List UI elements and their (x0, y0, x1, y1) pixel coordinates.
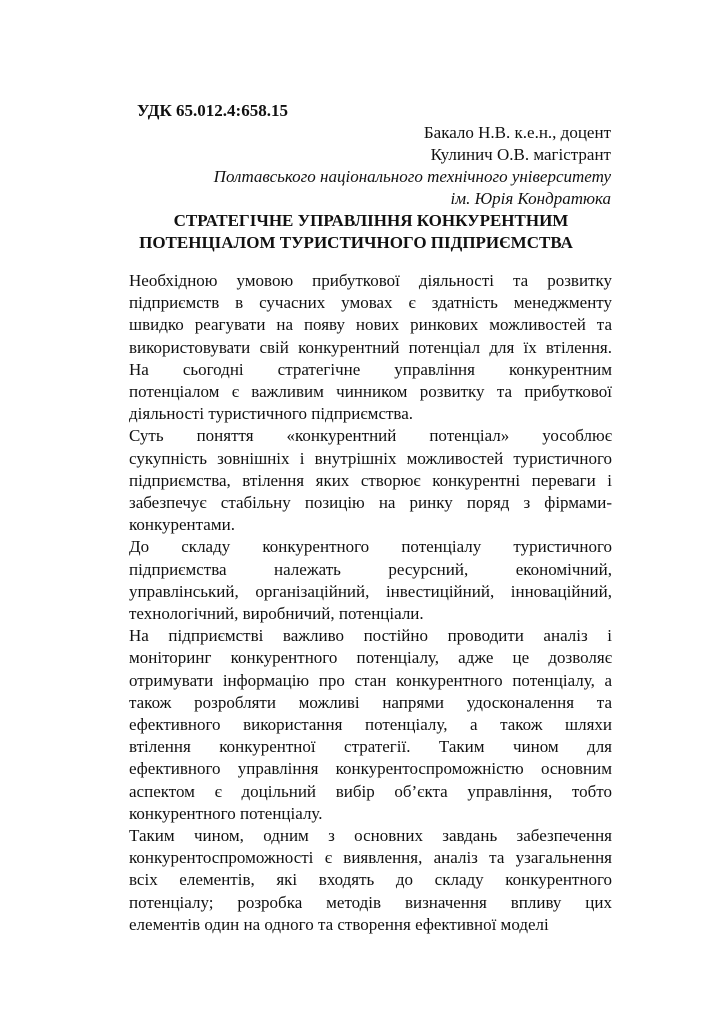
text-line: На підприємстві важливо постійно проводити аналіз і (129, 626, 612, 646)
udk-code: УДК 65.012.4:658.15 (137, 101, 288, 120)
affiliation-line-1: Полтавського національного технічного університету (213, 167, 611, 186)
text-line: діяльності туристичного підприємства. (129, 404, 414, 424)
text-line: забезпечує стабільну позицію на ринку поряд з фірмами- (129, 493, 612, 513)
text-line: втілення конкурентної стратегії. Таким чином для (129, 737, 612, 757)
text-line: конкурентами. (129, 515, 235, 535)
text-line: конкурентного потенціалу. (129, 803, 323, 823)
text-line: швидко реагувати на появу нових ринкових можливостей та (129, 315, 612, 335)
article-body (97, 270, 612, 936)
text-line: До складу конкурентного потенціалу туристичного (129, 537, 612, 557)
text-line: конкурентоспроможності є виявлення, аналіз та узагальнення (129, 848, 612, 868)
text-line: ефективного управління конкурентоспроможністю основним (129, 759, 612, 779)
article-title-line-1: СТРАТЕГІЧНЕ УПРАВЛІННЯ КОНКУРЕНТНИМ (173, 211, 569, 230)
text-line: Таким чином, одним з основних завдань забезпечення (129, 826, 612, 846)
author-1: Бакало Н.В. к.е.н., доцент (423, 123, 611, 142)
text-line: елементів один на одного та створення ефективної моделі (129, 914, 549, 934)
text-line: технологічний, виробничий, потенціали. (129, 604, 424, 624)
text-line: На сьогодні стратегічне управління конкурентним (129, 359, 612, 379)
paragraph (97, 270, 612, 425)
paragraph (97, 425, 612, 536)
text-line: підприємств в сучасних умовах є здатність менеджменту (129, 293, 612, 313)
text-line: також розробляти можливі напрями удосконалення та (129, 692, 612, 712)
text-line: управлінський, організаційний, інвестиційний, інноваційний, (129, 581, 612, 601)
paragraph (97, 625, 612, 825)
text-line: отримувати інформацію про стан конкурентного потенціалу, а (129, 670, 612, 690)
text-line: використовувати свій конкурентний потенціал для їх втілення. (129, 337, 612, 357)
affiliation-line-2: ім. Юрія Кондратюка (450, 189, 611, 208)
author-2: Кулинич О.В. магістрант (430, 145, 611, 164)
text-line: Необхідною умовою прибуткової діяльності та розвитку (129, 271, 612, 290)
text-line: Суть поняття «конкурентний потенціал» уособлює (129, 426, 612, 446)
text-line: сукупність зовнішніх і внутрішніх можливостей туристичного (129, 448, 612, 468)
text-line: моніторинг конкурентного потенціалу, адже це дозволяє (129, 648, 612, 668)
paragraph (97, 825, 612, 936)
text-line: підприємства, втілення яких створює конкурентні переваги і (129, 470, 612, 490)
text-line: ефективного використання потенціалу, а також шляхи (129, 715, 612, 735)
text-line: всіх елементів, які входять до складу конкурентного (129, 870, 612, 890)
article-title-line-2: ПОТЕНЦІАЛОМ ТУРИСТИЧНОГО ПІДПРИЄМСТВА (139, 233, 573, 252)
paragraph (97, 536, 612, 625)
text-line: аспектом є доцільний вибір об’єкта управління, тобто (129, 781, 612, 801)
text-line: потенціалом є важливим чинником розвитку та прибуткової (129, 382, 612, 402)
text-line: підприємства належать ресурсний, економічний, (129, 559, 612, 579)
text-line: потенціалу; розробка методів визначення впливу цих (129, 892, 612, 912)
